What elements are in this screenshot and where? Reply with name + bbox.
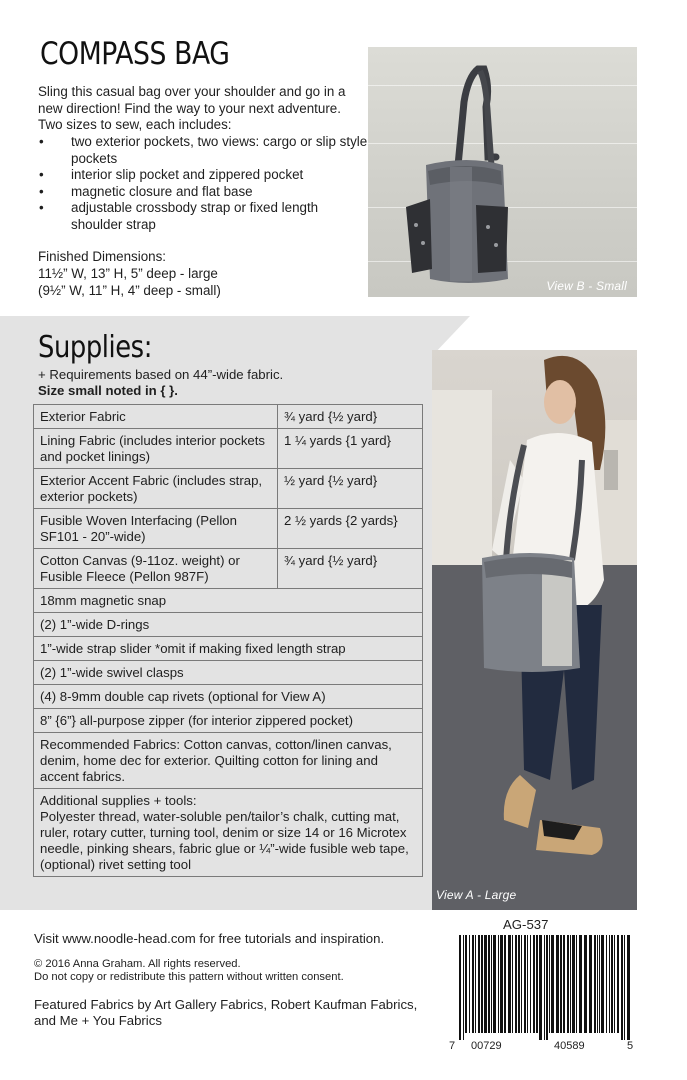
redistribution-notice: Do not copy or redistribute this pattern without written consent. bbox=[34, 971, 344, 983]
table-row bbox=[34, 685, 423, 709]
supply-item: Exterior Fabric bbox=[34, 405, 278, 429]
supply-quantity: 1 ¼ yards {1 yard} bbox=[278, 429, 423, 469]
table-row bbox=[34, 637, 423, 661]
page-title: COMPASS BAG bbox=[40, 36, 230, 72]
requirements-note: + Requirements based on 44”-wide fabric. bbox=[38, 367, 284, 382]
feature-item: • magnetic closure and flat base bbox=[38, 184, 373, 201]
additional-supplies-detail: Polyester thread, water-soluble pen/tailor’s chalk, cutting mat, ruler, rotary cutter, turning tool, denim or size 14 or 16 Microtex needle, pinking shears, fabric glue or ¼”-wide fusible web tape, (optional) rivet setting tool bbox=[40, 809, 409, 872]
feature-item: • adjustable crossbody strap or fixed length shoulder strap bbox=[38, 200, 373, 233]
supply-item: Fusible Woven Interfacing (Pellon SF101 - 20”-wide) bbox=[34, 509, 278, 549]
table-row bbox=[34, 509, 423, 549]
supply-item: 1”-wide strap slider *omit if making fixed length strap bbox=[34, 637, 423, 661]
view-b-photo bbox=[368, 47, 637, 297]
supply-item: Cotton Canvas (9-11oz. weight) or Fusible Fleece (Pellon 987F) bbox=[34, 549, 278, 589]
intro-text: Sling this casual bag over your shoulder and go in a new direction! Find the way to your next adventure. Two sizes to sew, each includes: bbox=[38, 84, 346, 133]
additional-supplies-label: Additional supplies + tools: bbox=[40, 793, 197, 808]
barcode-digit-lead: 7 bbox=[449, 1040, 456, 1052]
dimensions-large: 11½” W, 13” H, 5” deep - large bbox=[38, 266, 218, 281]
table-row bbox=[34, 709, 423, 733]
product-sku: AG-537 bbox=[503, 917, 549, 932]
supply-quantity: ¾ yard {½ yard} bbox=[278, 405, 423, 429]
compass-bag-small-illustration bbox=[368, 47, 637, 297]
supply-item: (2) 1”-wide D-rings bbox=[34, 613, 423, 637]
table-row bbox=[34, 589, 423, 613]
view-b-caption: View B - Small bbox=[546, 279, 627, 293]
supply-quantity: 2 ½ yards {2 yards} bbox=[278, 509, 423, 549]
featured-fabrics-note: Featured Fabrics by Art Gallery Fabrics, Robert Kaufman Fabrics, and Me + You Fabrics bbox=[34, 997, 418, 1028]
barcode-digits bbox=[449, 1040, 639, 1054]
supply-item: Exterior Accent Fabric (includes strap, exterior pockets) bbox=[34, 469, 278, 509]
supply-quantity: ½ yard {½ yard} bbox=[278, 469, 423, 509]
table-row bbox=[34, 789, 423, 877]
table-row bbox=[34, 733, 423, 789]
supply-item: Lining Fabric (includes interior pockets and pocket linings) bbox=[34, 429, 278, 469]
barcode-digit-check: 5 bbox=[627, 1040, 634, 1052]
table-row bbox=[34, 613, 423, 637]
dimensions-small: (9½” W, 11” H, 4” deep - small) bbox=[38, 283, 221, 298]
feature-item: • interior slip pocket and zippered pocket bbox=[38, 167, 373, 184]
model-with-compass-bag-illustration bbox=[432, 350, 637, 910]
feature-list bbox=[38, 134, 373, 234]
supply-item: (4) 8-9mm double cap rivets (optional for View A) bbox=[34, 685, 423, 709]
supplies-table bbox=[33, 404, 423, 877]
supply-item-additional bbox=[34, 789, 423, 877]
supply-item: 18mm magnetic snap bbox=[34, 589, 423, 613]
feature-item: • two exterior pockets, two views: cargo or slip style pockets bbox=[38, 134, 373, 167]
table-row bbox=[34, 429, 423, 469]
dimensions-label: Finished Dimensions: bbox=[38, 249, 167, 264]
supplies-heading: Supplies: bbox=[38, 330, 152, 365]
table-row bbox=[34, 469, 423, 509]
barcode-digit-group: 40589 bbox=[554, 1040, 585, 1052]
supply-item: 8” {6”} all-purpose zipper (for interior zippered pocket) bbox=[34, 709, 423, 733]
view-a-caption: View A - Large bbox=[436, 888, 517, 902]
supply-item: Recommended Fabrics: Cotton canvas, cotton/linen canvas, denim, home dec for exterior. Quilting cotton for lining and accent fabrics. bbox=[34, 733, 423, 789]
barcode-digit-group: 00729 bbox=[471, 1040, 502, 1052]
size-note: Size small noted in { }. bbox=[38, 383, 178, 398]
supply-quantity: ¾ yard {½ yard} bbox=[278, 549, 423, 589]
supply-item: (2) 1”-wide swivel clasps bbox=[34, 661, 423, 685]
copyright-text: © 2016 Anna Graham. All rights reserved. bbox=[34, 958, 241, 970]
website-note: Visit www.noodle-head.com for free tutorials and inspiration. bbox=[34, 931, 385, 946]
table-row bbox=[34, 405, 423, 429]
barcode-icon bbox=[455, 935, 635, 1040]
view-a-photo bbox=[432, 350, 637, 910]
table-row bbox=[34, 549, 423, 589]
table-row bbox=[34, 661, 423, 685]
